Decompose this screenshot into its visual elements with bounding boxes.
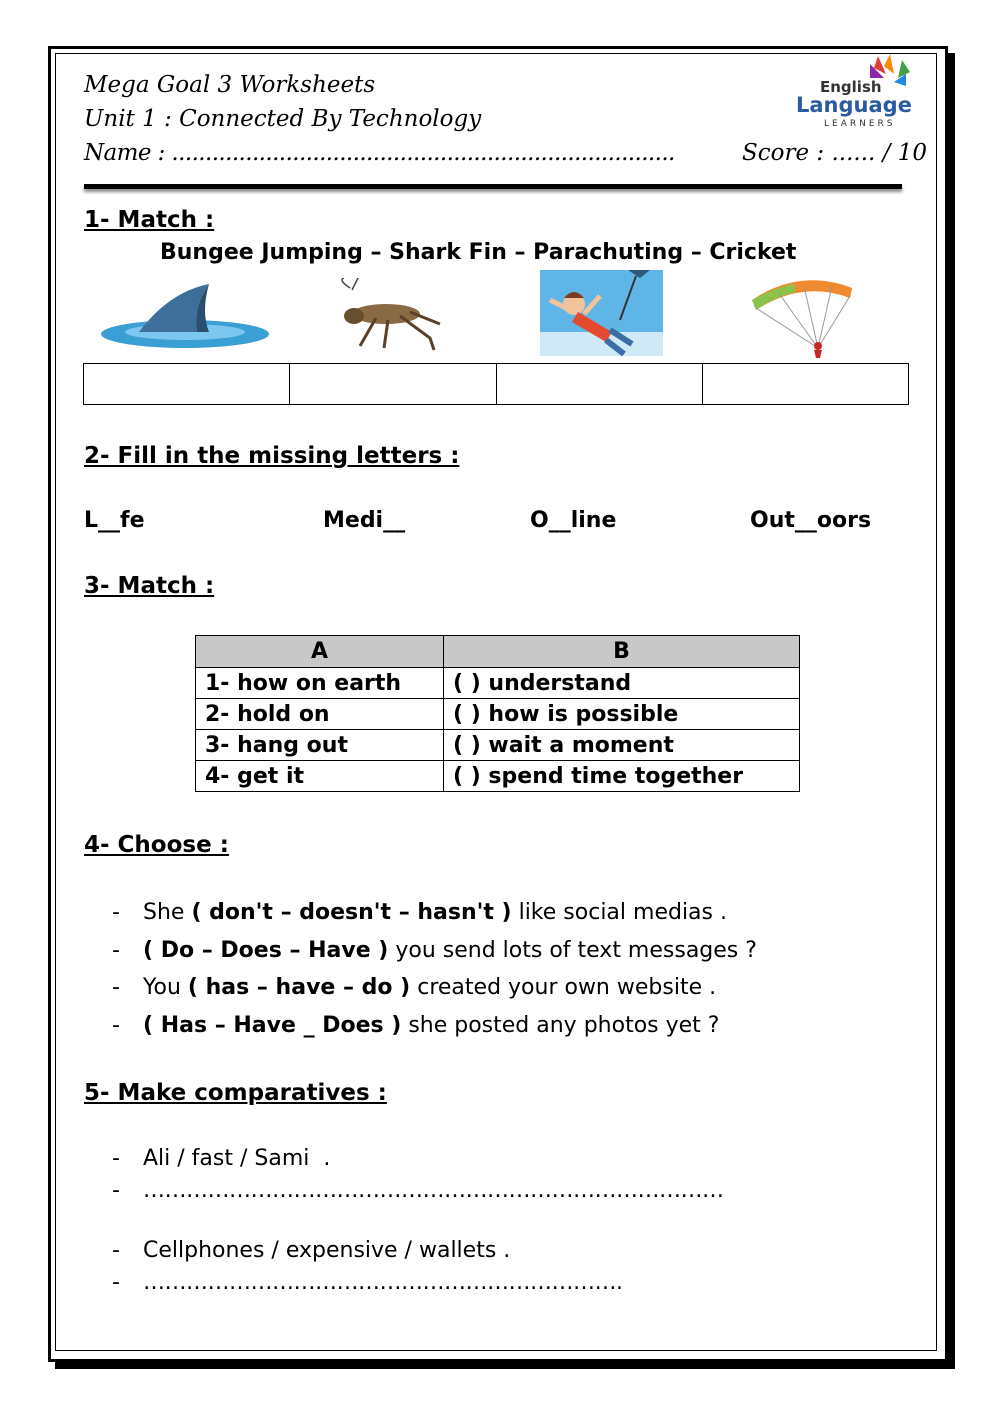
cricket-picture xyxy=(330,278,442,352)
section4-heading: 4- Choose : xyxy=(84,832,229,858)
logo-word-language: Language xyxy=(796,93,912,117)
comparative-answer-line-2[interactable]: …………………………………………………………. xyxy=(143,1270,623,1295)
score-field: Score : ...... / 10 xyxy=(742,140,927,166)
choose-item-1: She ( don't – doesn't – hasn't ) like social medias . xyxy=(143,900,727,925)
column-a-cell: 4- get it xyxy=(196,761,444,792)
missing-letters-word-4: Out__oors xyxy=(750,508,872,533)
choose-item-2: ( Do – Does – Have ) you send lots of text messages ? xyxy=(143,938,757,963)
bullet-dash: - xyxy=(112,1270,120,1295)
answer-box[interactable] xyxy=(290,364,496,404)
table-row xyxy=(196,668,800,699)
answer-box[interactable] xyxy=(84,364,290,404)
choose-options[interactable]: ( Do – Does – Have ) xyxy=(143,938,389,963)
column-b-cell[interactable]: ( ) wait a moment xyxy=(444,730,800,761)
header-divider xyxy=(84,184,902,189)
comparative-answer-line-1[interactable]: ……………………………………………………………………… xyxy=(143,1178,724,1203)
missing-letters-word-2: Medi__ xyxy=(323,508,406,533)
section1-heading: 1- Match : xyxy=(84,207,215,233)
column-b-header: B xyxy=(444,636,800,668)
column-a-header: A xyxy=(196,636,444,668)
comparative-prompt-2: Cellphones / expensive / wallets . xyxy=(143,1238,511,1263)
logo-word-english: English xyxy=(820,78,882,96)
section3-heading: 3- Match : xyxy=(84,573,215,599)
column-b-cell[interactable]: ( ) how is possible xyxy=(444,699,800,730)
section5-heading: 5- Make comparatives : xyxy=(84,1080,387,1106)
bullet-dash: - xyxy=(112,1238,120,1263)
bullet-dash: - xyxy=(112,1013,120,1038)
logo-word-learners: LEARNERS xyxy=(824,119,896,129)
table-row xyxy=(196,761,800,792)
column-b-cell[interactable]: ( ) understand xyxy=(444,668,800,699)
bullet-dash: - xyxy=(112,938,120,963)
choose-item-4: ( Has – Have _ Does ) she posted any photos yet ? xyxy=(143,1013,720,1038)
answer-box[interactable] xyxy=(703,364,908,404)
name-field: Name : ........................................................................... xyxy=(84,140,675,166)
bullet-dash: - xyxy=(112,900,120,925)
column-b-cell[interactable]: ( ) spend time together xyxy=(444,761,800,792)
missing-letters-word-1: L__fe xyxy=(84,508,145,533)
section2-heading: 2- Fill in the missing letters : xyxy=(84,443,460,469)
section1-word-bank: Bungee Jumping – Shark Fin – Parachuting – Cricket xyxy=(160,240,797,265)
column-a-cell: 3- hang out xyxy=(196,730,444,761)
column-a-cell: 2- hold on xyxy=(196,699,444,730)
english-language-learners-logo xyxy=(790,54,916,130)
match-table xyxy=(195,635,800,792)
column-a-cell: 1- how on earth xyxy=(196,668,444,699)
comparative-prompt-1: Ali / fast / Sami . xyxy=(143,1146,331,1171)
bungee-jumping-picture xyxy=(540,270,663,356)
section1-answer-boxes xyxy=(83,363,909,405)
shark-fin-picture xyxy=(97,282,273,352)
choose-item-3: You ( has – have – do ) created your own website . xyxy=(143,975,717,1000)
bullet-dash: - xyxy=(112,1178,120,1203)
worksheet-title: Mega Goal 3 Worksheets xyxy=(84,72,376,98)
table-header-row xyxy=(196,636,800,668)
choose-options[interactable]: ( Has – Have _ Does ) xyxy=(143,1013,402,1038)
bullet-dash: - xyxy=(112,1146,120,1171)
missing-letters-word-3: O__line xyxy=(530,508,617,533)
unit-title: Unit 1 : Connected By Technology xyxy=(84,106,482,132)
choose-options[interactable]: ( don't – doesn't – hasn't ) xyxy=(191,900,512,925)
parachuting-picture xyxy=(748,274,856,360)
bullet-dash: - xyxy=(112,975,120,1000)
answer-box[interactable] xyxy=(497,364,703,404)
table-row xyxy=(196,730,800,761)
table-row xyxy=(196,699,800,730)
choose-options[interactable]: ( has – have – do ) xyxy=(187,975,411,1000)
